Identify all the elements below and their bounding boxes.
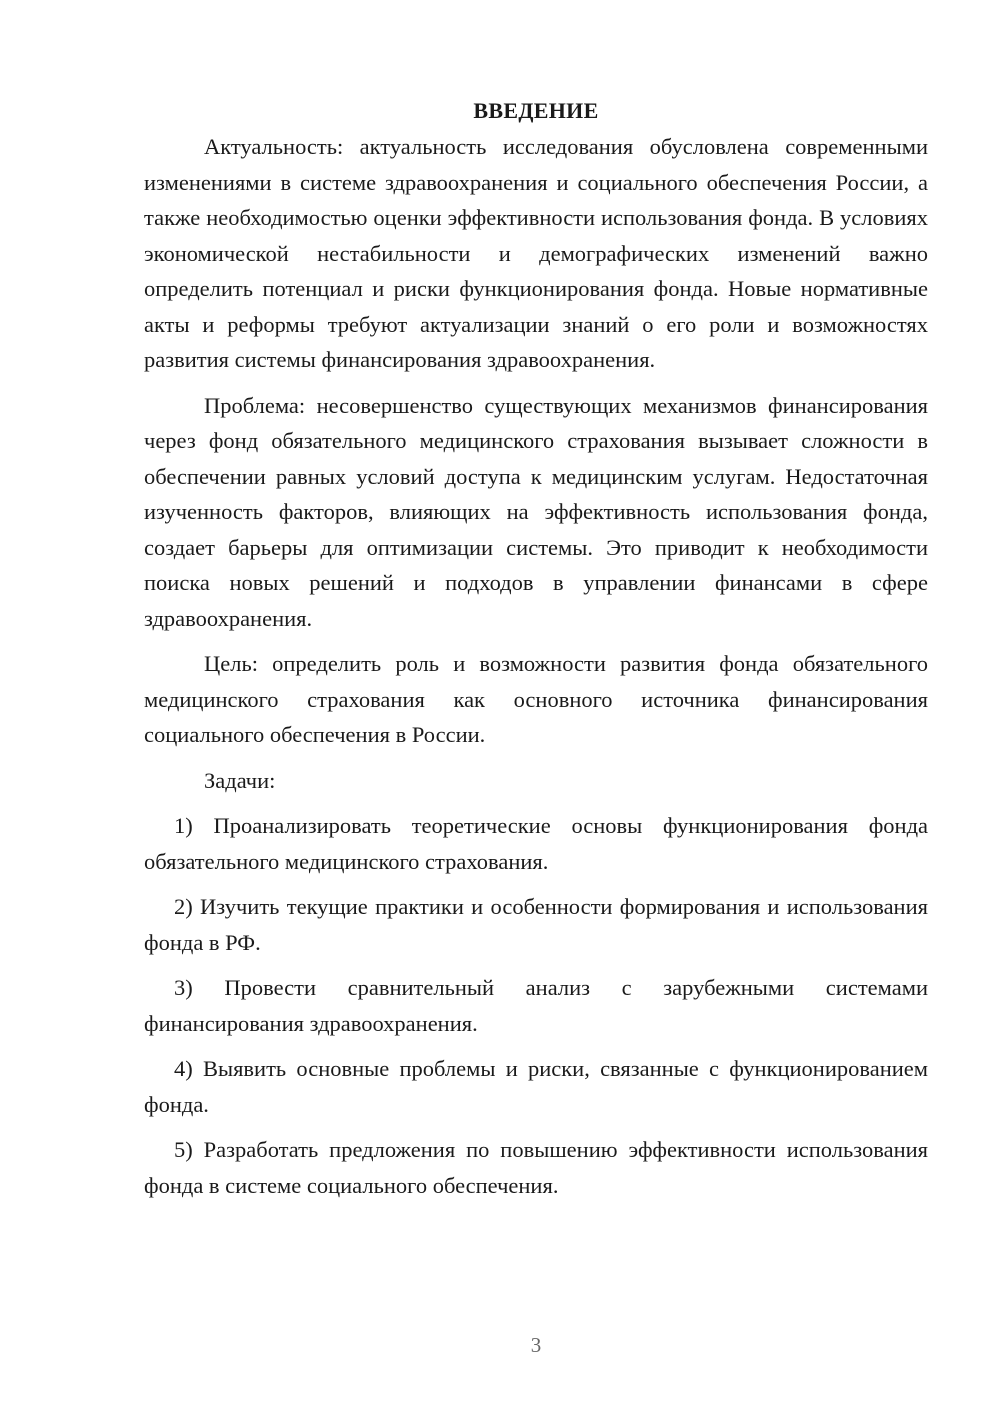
paragraph-goal: Цель: определить роль и возможности развития фонда обязательного медицинского страхования как основного источника финансирования социального обеспечения в России. (144, 651, 928, 747)
task-item: 4) Выявить основные проблемы и риски, связанные с функционированием фонда. (144, 1056, 928, 1117)
section-title: ВВЕДЕНИЕ (473, 98, 599, 123)
tasks-heading: Задачи: (204, 767, 276, 793)
page-number: 3 (530, 1333, 542, 1357)
paragraph-relevance: Актуальность: актуальность исследования обусловлена современными изменениями в системе здравоохранения и социального обеспечения России, а также необходимостью оценки эффективности использования фонда. В условиях экономической нестабильности и демографических изменений важно определить потенциал и риски функционирования фонда. Новые нормативные акты и реформы требуют актуализации знаний о его роли и возможностях развития системы финансирования здравоохранения. (144, 134, 928, 372)
task-item: 3) Провести сравнительный анализ с зарубежными системами финансирования здравоохранения. (144, 975, 928, 1036)
task-item: 5) Разработать предложения по повышению эффективности использования фонда в системе социального обеспечения. (144, 1137, 928, 1198)
task-item: 1) Проанализировать теоретические основы функционирования фонда обязательного медицинского страхования. (144, 813, 928, 874)
page-content (144, 96, 928, 1203)
paragraph-problem: Проблема: несовершенство существующих механизмов финансирования через фонд обязательного медицинского страхования вызывает сложности в обеспечении равных условий доступа к медицинским услугам. Недостаточная изученность факторов, влияющих на эффективность использования фонда, создает барьеры для оптимизации системы. Это приводит к необходимости поиска новых решений и подходов в управлении финансами в сфере здравоохранения. (144, 392, 928, 631)
task-item: 2) Изучить текущие практики и особенности формирования и использования фонда в РФ. (144, 894, 928, 955)
